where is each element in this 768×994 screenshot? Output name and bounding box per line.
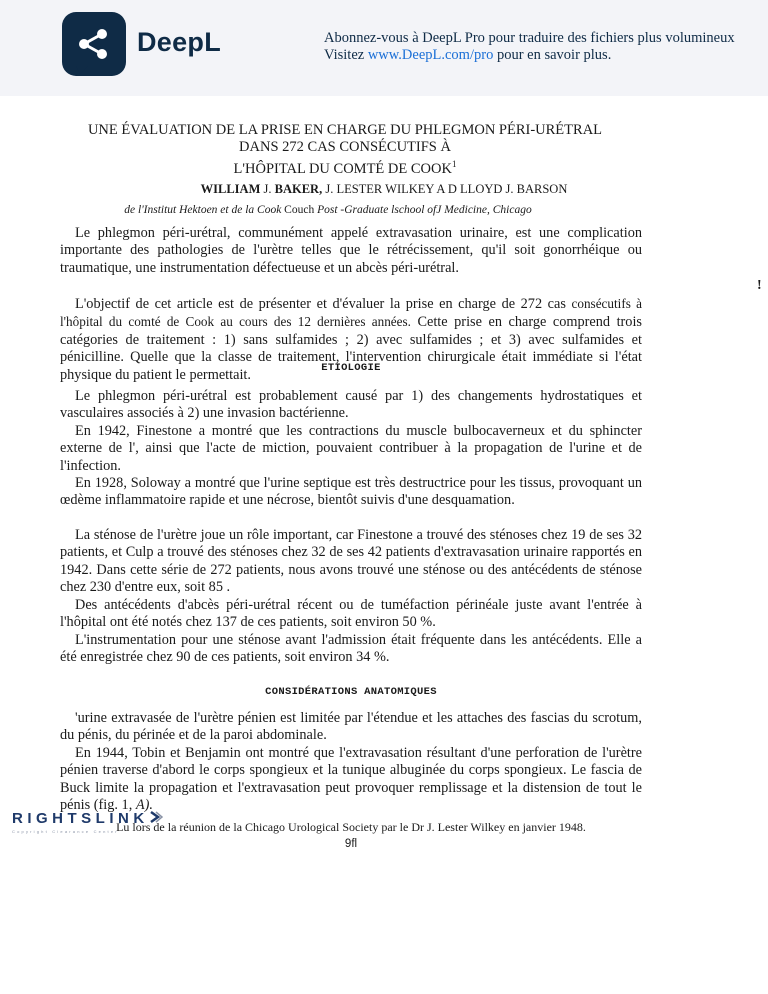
rightslink-watermark: RIGHTSLINK: [12, 810, 163, 827]
etiology-paragraph-6: L'instrumentation pour une sténose avant l'admission était fréquente dans les antécédents. Elle a été enregistrée chez 90 de ces patients, soit environ 34 %.: [60, 632, 642, 666]
deepl-banner: [0, 0, 768, 96]
rightslink-arrow-icon: [149, 810, 163, 824]
intro-paragraph-2: L'objectif de cet article est de présenter et d'évaluer la prise en charge de 272 cas consécutifs à l'hôpital du comté de Cook au cours des 12 dernières années. Cette prise en charge comprend trois catégories de traitement : 1) sans sulfamides ; 2) avec sulfamides ; et 3) avec sulfamides et pénicilline. Quelle que la classe de traitement, l'intervention chirurgicale était immédiate si l'état physique du patient le permettait.: [60, 296, 642, 383]
title-footnote-mark: 1: [451, 159, 457, 169]
anatomy-paragraph-2: En 1944, Tobin et Benjamin ont montré que l'extravasation résultant d'une perforation de l'urètre pénien traverse d'abord le corps spongieux et la tunique albuginée du corps spongieux. Le fascia de Buck limite la propagation et l'extravasation peut provoquer remplissage et la distension de tout le pénis (fig. 1, A).: [60, 745, 642, 814]
heading-etiologie: ETIOLOGIE: [321, 362, 381, 374]
deepl-pro-link[interactable]: www.DeepL.com/pro: [367, 47, 494, 63]
affiliation-line: de l'Institut Hektoen et de la Cook Couch Post -Graduate lschool ofJ Medicine, Chicago: [124, 204, 532, 216]
page-number: 9fl: [344, 838, 358, 850]
etiology-paragraph-4: La sténose de l'urètre joue un rôle important, car Finestone a trouvé des sténoses chez 19 de ses 32 patients, et Culp a trouvé des sténoses chez 32 de ses 42 patients d'extravasation urinaire rapportés en 1942. Dans cette série de 272 patients, nous avons trouvé une sténose ou des antécédents de sténose chez 230 d'entre eux, soit 85 .: [60, 527, 642, 596]
deepl-brand-name: DeepL: [137, 27, 222, 57]
share-nodes-icon: [62, 12, 126, 76]
footnote: Lu lors de la réunion de la Chicago Urological Society par le Dr J. Lester Wilkey en janvier 1948.: [116, 820, 586, 834]
etiology-paragraph-1: Le phlegmon péri-urétral est probablement causé par 1) des changements hydrostatiques et vasculaires associés à 2) une invasion bactérienne.: [60, 388, 642, 422]
promo-line-1: Abonnez-vous à DeepL Pro pour traduire des fichiers plus volumineux: [324, 30, 735, 46]
edge-mark: !: [757, 278, 762, 293]
authors-line: WILLIAM J. BAKER, J. LESTER WILKEY A D LLOYD J. BARSON: [200, 182, 568, 196]
rightslink-subtitle: Copyright Clearance Center: [12, 829, 119, 834]
etiology-paragraph-2: En 1942, Finestone a montré que les contractions du muscle bulbocaverneux et du sphincter externe de l', ainsi que l'acte de miction, pouvaient contribuer à la propagation de l'urine et de l'infection.: [60, 423, 642, 474]
intro-paragraph-1: Le phlegmon péri-urétral, communément appelé extravasation urinaire, est une complication importante des pathologies de l'urètre telles que le rétrécissement, qu'il soit gonorrhéique ou traumatique, une instrumentation défectueuse et un abcès péri-urétral.: [60, 225, 642, 276]
etiology-paragraph-3: En 1928, Soloway a montré que l'urine septique est très destructrice pour les tissus, provoquant un œdème inflammatoire rapide et une nécrose, bientôt suivis d'une desquamation.: [60, 475, 642, 509]
document-page: [0, 96, 768, 994]
promo-line-2: Visitez www.DeepL.com/pro pour en savoir plus.: [324, 47, 612, 63]
anatomy-paragraph-1: 'urine extravasée de l'urètre pénien est limitée par l'étendue et les attaches des fascias du scrotum, du pénis, du périnée et de la paroi abdominale.: [60, 710, 642, 744]
deepl-logo[interactable]: [62, 12, 126, 76]
etiology-paragraph-5: Des antécédents d'abcès péri-urétral récent ou de tuméfaction périnéale juste avant l'entrée à l'hôpital ont été notés chez 137 de ces patients, soit environ 50 %.: [60, 597, 642, 631]
heading-considerations-anatomiques: CONSIDÉRATIONS ANATOMIQUES: [265, 686, 437, 698]
promo-text: [324, 30, 768, 64]
article-title: UNE ÉVALUATION DE LA PRISE EN CHARGE DU PHLEGMON PÉRI-URÉTRAL DANS 272 CAS CONSÉCUTIFS À L'HÔPITAL DU COMTÉ DE COOK$^1$: [87, 122, 603, 177]
